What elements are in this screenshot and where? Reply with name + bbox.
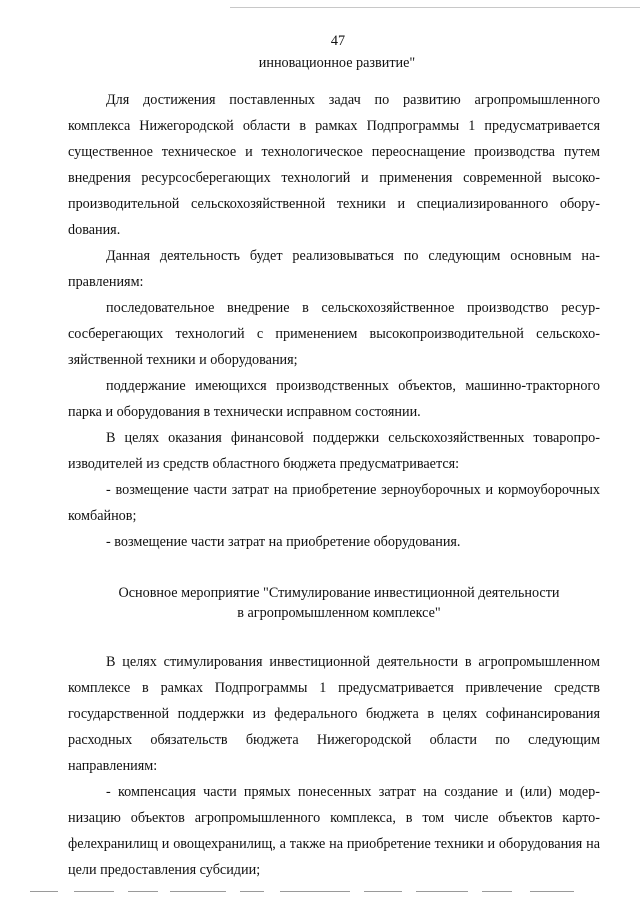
previous-section-title-tail: инновационное развитие": [258, 55, 416, 71]
paragraph-directions-intro: Данная деятельность будет реализовываться по следующим основным направлениям:: [68, 248, 600, 290]
paragraph-direction-technologies: последовательное внедрение в сельскохозяйственное производство ресурсосберегающих технологий с применением высокопроизводительной сельскохозяйственной техники и оборудования;: [68, 300, 600, 368]
paragraph-financial-support: В целях оказания финансовой поддержки сельскохозяйственных товаропроизводителей из средств областного бюджета предусматривается:: [68, 430, 600, 472]
list-item-cost-compensation: - компенсация части прямых понесенных затрат на создание и (или) модернизацию объектов агропромышленного комплекса, в том числе объектов картофелехранилищ и овощехранилищ, а также на приобретение техники и оборудования на цели предоставления субсидии;: [68, 784, 600, 878]
list-item-equipment: - возмещение части затрат на приобретение оборудования.: [106, 534, 461, 550]
paragraph-direction-maintenance: поддержание имеющихся производственных объектов, машинно-тракторного парка и оборудования в технически исправном состоянии.: [68, 378, 600, 420]
scan-top-rule: [230, 7, 640, 8]
list-item-harvesters: - возмещение части затрат на приобретение зерноуборочных и кормоуборочных комбайнов;: [68, 482, 600, 524]
paragraph-investment-stimulation: В целях стимулирования инвестиционной деятельности в агропромышленном комплексе в рамках Подпрограммы 1 предусматривается привлечение средств государственной поддержки из федерального бюджета в целях софинансирования расходных обязательств бюджета Нижегородской области по следующим направлениям:: [68, 654, 600, 774]
paragraph-technical-reequipment: Для достижения поставленных задач по развитию агропромышленного комплекса Нижегородской области в рамках Подпрограммы 1 предусматривается существенное техническое и технологическое переоснащение производства путем внедрения ресурсосберегающих технологий и применения современной высокопроизводительной сельскохозяйственной техники и специализированного оборуdования.: [68, 92, 600, 238]
section-title-line-1: Основное мероприятие "Стимулирование инвестиционной деятельности: [118, 585, 560, 601]
section-title-line-2: в агропромышленном комплексе": [237, 605, 441, 621]
page-number: 47: [330, 33, 346, 49]
document-page: [68, 30, 600, 883]
scan-bottom-artifacts: [30, 889, 630, 895]
section-title: [68, 583, 600, 623]
